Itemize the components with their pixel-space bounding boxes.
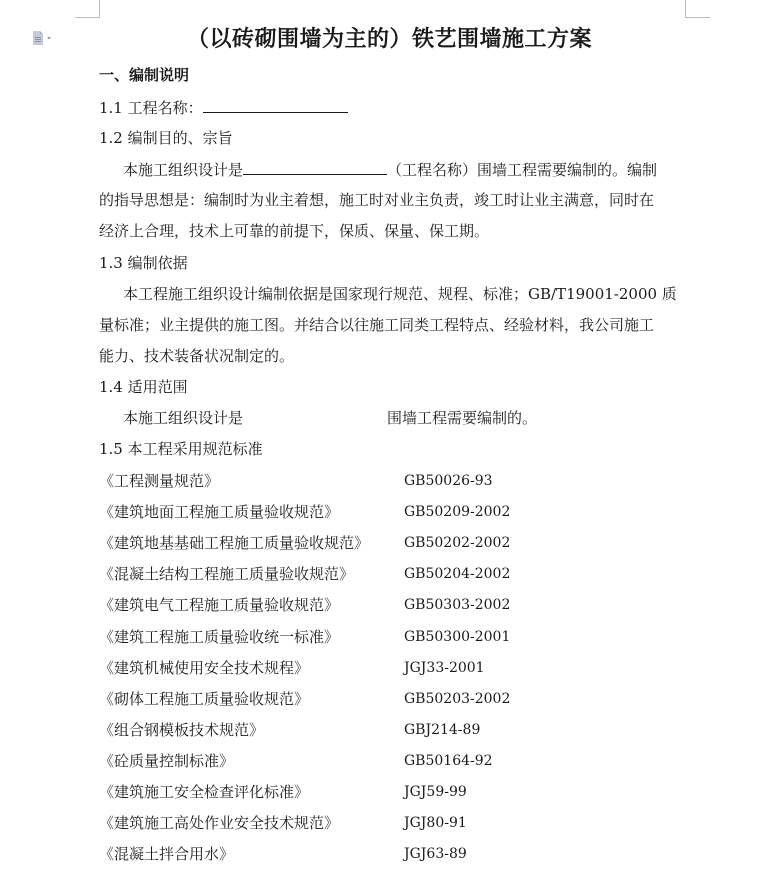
- standard-code: JGJ63-89: [404, 846, 467, 862]
- standard-code: GBJ214-89: [404, 722, 481, 738]
- standard-name: 《建筑地面工程施工质量验收规范》: [99, 503, 340, 521]
- paragraph-1-line-1: [123, 159, 657, 180]
- standard-code: GB50026-93: [404, 473, 493, 489]
- paragraph-2-line-1: 本工程施工组织设计编制依据是国家现行规范、规程、标准；GB/T19001-2000 质: [123, 285, 677, 303]
- standard-name: 《工程测量规范》: [99, 472, 220, 490]
- standard-name: 《组合钢模板技术规范》: [99, 721, 265, 739]
- paragraph-1-line-3: 经济上合理，技术上可靠的前提下，保质、保量、保工期。: [99, 222, 490, 240]
- standard-name: 《建筑施工安全检查评化标准》: [99, 783, 310, 801]
- crop-mark-left-h: [75, 17, 100, 18]
- paragraph-2-line-3: 能力、技术装备状况制定的。: [99, 347, 295, 365]
- paragraph-1-text-a: 本施工组织设计是: [123, 161, 244, 179]
- project-name-blank: [203, 97, 348, 113]
- project-name-line: [99, 97, 348, 118]
- standard-name: 《建筑工程施工质量验收统一标准》: [99, 628, 340, 646]
- paragraph-3-text-b: 围墙工程需要编制的。: [387, 409, 538, 427]
- standard-code: GB50209-2002: [404, 504, 511, 520]
- subheading-scope: 1.4 适用范围: [99, 378, 188, 396]
- crop-mark-right-v: [685, 0, 686, 17]
- paragraph-3-text-a: 本施工组织设计是: [123, 409, 244, 427]
- section-heading: 一、编制说明: [99, 66, 190, 84]
- crop-mark-right-h: [685, 17, 710, 18]
- standard-name: 《建筑地基基础工程施工质量验收规范》: [99, 534, 370, 552]
- standard-name: 《建筑电气工程施工质量验收规范》: [99, 596, 340, 614]
- standard-name: 《混凝土拌合用水》: [99, 845, 235, 863]
- standard-code: JGJ80-91: [404, 815, 467, 831]
- subheading-basis: 1.3 编制依据: [99, 254, 188, 272]
- crop-mark-left-v: [99, 0, 100, 17]
- subheading-purpose: 1.2 编制目的、宗旨: [99, 129, 233, 147]
- standard-code: GB50204-2002: [404, 566, 511, 582]
- standard-code: JGJ59-99: [404, 784, 467, 800]
- standard-code: GB50300-2001: [404, 629, 511, 645]
- document-title: （以砖砌围墙为主的）铁艺围墙施工方案: [186, 26, 592, 52]
- paragraph-2-line-2: 量标准；业主提供的施工图。并结合以往施工同类工程特点、经验材料，我公司施工: [99, 316, 655, 334]
- project-name-label: 1.1 工程名称：: [99, 99, 203, 117]
- paragraph-3: [123, 408, 537, 428]
- paragraph-1-text-b: （工程名称）围墙工程需要编制的。编制: [387, 161, 658, 179]
- standard-name: 《建筑机械使用安全技术规程》: [99, 659, 310, 677]
- standard-name: 《混凝土结构工程施工质量验收规范》: [99, 565, 355, 583]
- standard-code: JGJ33-2001: [404, 660, 485, 676]
- standard-name: 《建筑施工高处作业安全技术规范》: [99, 814, 340, 832]
- standard-name: 《砌体工程施工质量验收规范》: [99, 690, 310, 708]
- subheading-standards: 1.5 本工程采用规范标准: [99, 440, 263, 458]
- standard-code: GB50203-2002: [404, 691, 511, 707]
- standard-code: GB50164-92: [404, 753, 493, 769]
- standard-code: GB50303-2002: [404, 597, 511, 613]
- standard-code: GB50202-2002: [404, 535, 511, 551]
- standard-name: 《砼质量控制标准》: [99, 752, 235, 770]
- paragraph-1-line-2: 的指导思想是：编制时为业主着想，施工时对业主负责，竣工时让业主满意，同时在: [99, 191, 655, 209]
- paragraph-1-blank: [243, 159, 387, 175]
